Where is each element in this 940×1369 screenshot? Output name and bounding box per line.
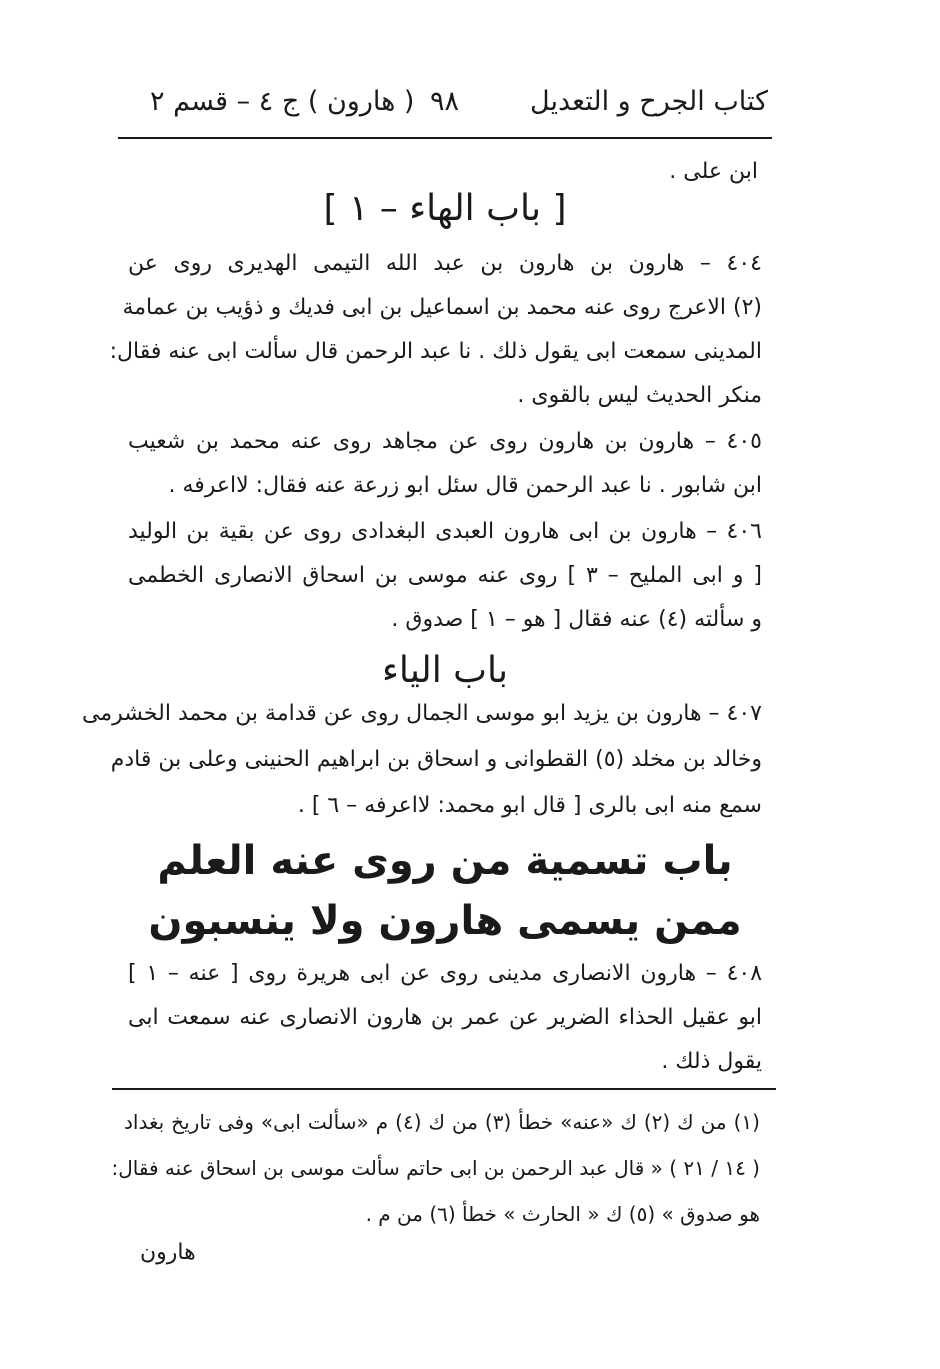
- entry-408-line-1: ٤٠٨ – هارون الانصارى مدينى روى عن ابى هريرة روى [ عنه – ١ ]: [128, 961, 763, 986]
- entry-405-line-2: ابن شابور . نا عبد الرحمن قال سئل ابو زرعة عنه فقال: لااعرفه .: [168, 473, 762, 498]
- entry-408-line-2: ابو عقيل الحذاء الضرير عن عمر بن هارون الانصارى عنه سمعت ابى: [128, 1005, 762, 1030]
- entry-404-line-3: المدينى سمعت ابى يقول ذلك . نا عبد الرحمن قال سألت ابى عنه فقال:: [109, 339, 762, 364]
- footnote-rule: [112, 1088, 776, 1090]
- footnote-line-3: هو صدوق » (٥) ك « الحارث » خطأ (٦) من م .: [365, 1202, 760, 1226]
- volume-label: ( هارون ) ج ٤ – قسم ٢: [150, 86, 415, 117]
- entry-407-line-1: ٤٠٧ – هارون بن يزيد ابو موسى الجمال روى عن قدامة بن محمد الخشرمى: [82, 701, 762, 726]
- entry-405-line-1: ٤٠٥ – هارون بن هارون روى عن مجاهد روى عنه محمد بن شعيب: [128, 429, 762, 454]
- running-header: [120, 86, 768, 134]
- entry-407-line-3: سمع منه ابى بالرى [ قال ابو محمد: لااعرفه – ٦ ] .: [297, 793, 762, 818]
- entry-406-line-3: و سألته (٤) عنه فقال [ هو – ١ ] صدوق .: [391, 607, 762, 632]
- section-heading-3-line-2: ممن يسمى هارون ولا ينسبون: [148, 898, 742, 944]
- intro-line: ابن على .: [669, 159, 758, 184]
- section-heading-ya: باب الياء: [381, 650, 509, 691]
- entry-406-line-1: ٤٠٦ – هارون بن ابى هارون العبدى البغدادى روى عن بقية بن الوليد: [128, 519, 762, 544]
- header-rule: [118, 137, 772, 139]
- entry-404-line-1: ٤٠٤ – هارون بن هارون بن عبد الله التيمى الهديرى روى عن: [128, 251, 762, 276]
- book-title: كتاب الجرح و التعديل: [530, 86, 768, 117]
- page-number: ٩٨: [430, 86, 460, 117]
- entry-406-line-2: [ و ابى المليح – ٣ ] روى عنه موسى بن اسحاق الانصارى الخطمى: [128, 563, 762, 588]
- footnote-line-1: (١) من ك (٢) ك «عنه» خطأ (٣) من ك (٤) م «سألت ابى» وفى تاريخ بغداد: [124, 1110, 760, 1134]
- entry-408-line-3: يقول ذلك .: [661, 1049, 762, 1074]
- catchword: هارون: [140, 1240, 196, 1265]
- entry-407-line-2: وخالد بن مخلد (٥) القطوانى و اسحاق بن ابراهيم الحنينى وعلى بن قادم: [110, 747, 762, 772]
- section-heading-3-line-1: باب تسمية من روى عنه العلم: [157, 838, 733, 884]
- entry-404-line-4: منكر الحديث ليس بالقوى .: [517, 383, 762, 408]
- section-heading-ha: [ باب الهاء – ١ ]: [323, 188, 567, 229]
- footnote-line-2: ( ١٤ / ٢١ ) « قال عبد الرحمن بن ابى حاتم سألت موسى بن اسحاق عنه فقال:: [111, 1156, 760, 1180]
- entry-404-line-2: (٢) الاعرج روى عنه محمد بن اسماعيل بن ابى فديك و ذؤيب بن عمامة: [122, 295, 762, 320]
